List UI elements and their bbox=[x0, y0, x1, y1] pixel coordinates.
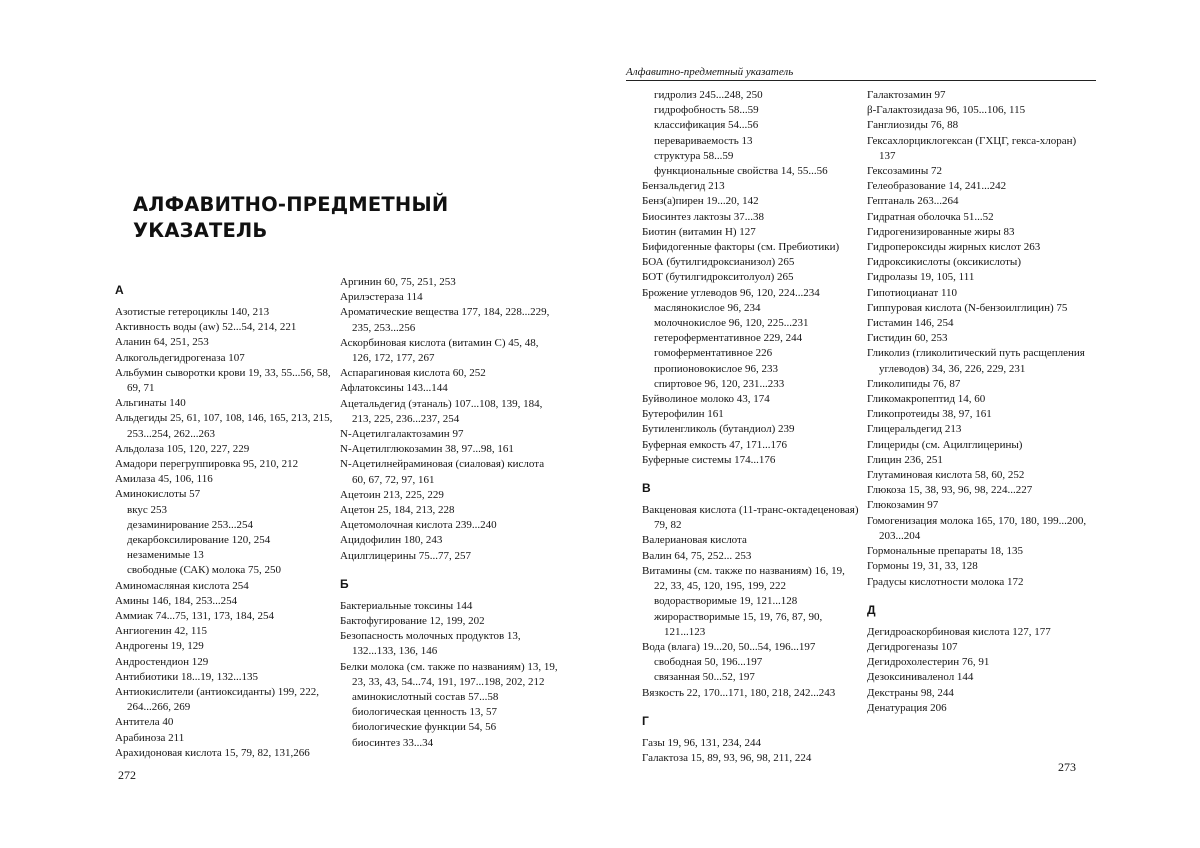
index-entry: Аминомасляная кислота 254 bbox=[115, 579, 249, 592]
index-entry: Галактоза 15, 89, 93, 96, 98, 211, 224 bbox=[642, 751, 812, 764]
index-entry: Арилэстераза 114 bbox=[340, 291, 423, 304]
index-entry: Глюкозамин 97 bbox=[867, 499, 939, 512]
index-entry: Гидропероксиды жирных кислот 263 bbox=[867, 241, 1041, 254]
index-entry: Гидрогенизированные жиры 83 bbox=[867, 225, 1015, 238]
index-subentry: биологическая ценность 13, 57 bbox=[352, 706, 497, 719]
index-subentry: пропионовокислое 96, 233 bbox=[654, 362, 779, 375]
index-subentry: дезаминирование 253...254 bbox=[127, 518, 254, 531]
index-entry: Арабиноза 211 bbox=[115, 731, 185, 744]
index-subentry: гомоферментативное 226 bbox=[654, 347, 773, 360]
index-entry: Бенз(а)пирен 19...20, 142 bbox=[642, 195, 759, 208]
index-entry: Биотин (витамин Н) 127 bbox=[642, 225, 756, 238]
index-entry: Глюкоза 15, 38, 93, 96, 98, 224...227 bbox=[867, 484, 1033, 497]
index-entry: Бутерофилин 161 bbox=[642, 408, 724, 421]
index-entry: Буферные системы 174...176 bbox=[642, 453, 776, 466]
index-column-right-2 bbox=[867, 88, 1092, 716]
index-subentry: связанная 50...52, 197 bbox=[654, 671, 755, 684]
index-subentry: маслянокислое 96, 234 bbox=[654, 301, 761, 314]
index-entry: Бензальдегид 213 bbox=[642, 180, 725, 193]
running-head: Алфавитно-предметный указатель bbox=[626, 66, 1096, 81]
index-subentry: молочнокислое 96, 120, 225...231 bbox=[654, 317, 809, 330]
index-entry: Дегидроаскорбиновая кислота 127, 177 bbox=[867, 625, 1051, 638]
index-entry: Гормональные препараты 18, 135 bbox=[867, 545, 1024, 558]
index-entry: Ацетоин 213, 225, 229 bbox=[340, 488, 444, 501]
index-entry: Антиокислители (антиоксиданты) 199, 222, 264...266, 269 bbox=[115, 686, 320, 714]
index-subentry: классификация 54...56 bbox=[654, 119, 759, 132]
index-entry: Бактофугирование 12, 199, 202 bbox=[340, 615, 485, 628]
index-entry: Глицериды (см. Ацилглицерины) bbox=[867, 438, 1023, 451]
index-column-right-1 bbox=[642, 88, 860, 766]
index-subentry: вкус 253 bbox=[127, 503, 168, 516]
index-entry: Дегидрогеназы 107 bbox=[867, 640, 958, 653]
index-entry: Гидратная оболочка 51...52 bbox=[867, 210, 994, 223]
index-entry: Градусы кислотности молока 172 bbox=[867, 575, 1024, 588]
index-entry: Дезоксиниваленол 144 bbox=[867, 671, 974, 684]
index-subentry: свободные (САК) молока 75, 250 bbox=[127, 564, 282, 577]
index-entry: Бутиленгликоль (бутандиол) 239 bbox=[642, 423, 795, 436]
index-entry: Биосинтез лактозы 37...38 bbox=[642, 210, 765, 223]
index-entry: Афлатоксины 143...144 bbox=[340, 382, 448, 395]
index-entry: Альдолаза 105, 120, 227, 229 bbox=[115, 442, 250, 455]
index-entry: Гистамин 146, 254 bbox=[867, 317, 954, 330]
index-column-left-1 bbox=[115, 283, 335, 761]
index-subentry: функциональные свойства 14, 55...56 bbox=[654, 165, 828, 178]
index-entry: Антитела 40 bbox=[115, 716, 174, 729]
index-entry: Активность воды (aw) 52...54, 214, 221 bbox=[115, 321, 297, 334]
index-title bbox=[133, 192, 448, 244]
index-entry: Гексозамины 72 bbox=[867, 165, 942, 178]
section-letter: Б bbox=[340, 576, 349, 591]
section-letter: Д bbox=[867, 602, 876, 617]
index-entry: Аспарагиновая кислота 60, 252 bbox=[340, 367, 486, 380]
section-gap bbox=[340, 564, 560, 573]
index-entry: Гиппуровая кислота (N-бензоилглицин) 75 bbox=[867, 301, 1068, 314]
index-entry: N-Ацетилнейраминовая (сиаловая) кислота 60, 67, 72, 97, 161 bbox=[340, 458, 545, 486]
index-entry: Газы 19, 96, 131, 234, 244 bbox=[642, 736, 761, 749]
section-letter: Г bbox=[642, 713, 649, 728]
index-entry: Белки молока (см. также по названиям) 13, 19, 23, 33, 43, 54...74, 191, 197...198, 202, 212 bbox=[340, 660, 558, 688]
right-page bbox=[600, 0, 1200, 848]
index-subentry: незаменимые 13 bbox=[127, 549, 204, 562]
index-entry: Бактериальные токсины 144 bbox=[340, 599, 473, 612]
index-subentry: водорастворимые 19, 121...128 bbox=[654, 595, 798, 608]
index-entry: Арахидоновая кислота 15, 79, 82, 131,266 bbox=[115, 746, 310, 759]
index-subentry: биосинтез 33...34 bbox=[352, 736, 434, 749]
page-number-right: 273 bbox=[1058, 760, 1076, 774]
index-entry: Альбумин сыворотки крови 19, 33, 55...56, 58, 69, 71 bbox=[115, 366, 331, 395]
index-entry: Глицин 236, 251 bbox=[867, 453, 943, 466]
index-title-line2: УКАЗАТЕЛЬ bbox=[133, 219, 268, 242]
index-entry: Буйволиное молоко 43, 174 bbox=[642, 393, 770, 406]
index-entry: N-Ацетилгалактозамин 97 bbox=[340, 428, 464, 441]
index-entry: Вода (влага) 19...20, 50...54, 196...197 bbox=[642, 640, 816, 653]
index-entry: Безопасность молочных продуктов 13, 132...133, 136, 146 bbox=[340, 630, 521, 658]
index-entry: Ацетальдегид (этаналь) 107...108, 139, 184, 213, 225, 236...237, 254 bbox=[340, 397, 543, 425]
index-entry: Буферная емкость 47, 171...176 bbox=[642, 438, 787, 451]
section-letter: А bbox=[115, 283, 124, 297]
index-entry: Гликолипиды 76, 87 bbox=[867, 377, 961, 390]
index-entry: Альгинаты 140 bbox=[115, 397, 186, 410]
index-entry: Антибиотики 18...19, 132...135 bbox=[115, 670, 259, 683]
index-entry: БОТ (бутилгидрокситолуол) 265 bbox=[642, 271, 794, 284]
section-gap bbox=[867, 590, 1092, 599]
index-entry: Аргинин 60, 75, 251, 253 bbox=[340, 276, 456, 288]
index-entry: Амадори перегруппировка 95, 210, 212 bbox=[115, 458, 299, 471]
index-entry: Денатурация 206 bbox=[867, 701, 947, 714]
index-subentry: жирорастворимые 15, 19, 76, 87, 90, 121...123 bbox=[654, 610, 823, 638]
index-entry: Вакценовая кислота (11-транс-октадеценовая) 79, 82 bbox=[642, 504, 859, 532]
index-entry: Гексахлорциклогексан (ГХЦГ, гекса-хлоран) 137 bbox=[867, 134, 1077, 162]
index-title-line1: АЛФАВИТНО-ПРЕДМЕТНЫЙ bbox=[133, 193, 449, 216]
index-entry: Ацетомолочная кислота 239...240 bbox=[340, 519, 497, 532]
section-letter: В bbox=[642, 481, 651, 496]
index-entry: Азотистые гетероциклы 140, 213 bbox=[115, 306, 270, 318]
index-entry: Ацетон 25, 184, 213, 228 bbox=[340, 504, 455, 517]
index-entry: Амилаза 45, 106, 116 bbox=[115, 473, 213, 486]
index-entry: Аскорбиновая кислота (витамин С) 45, 48, 126, 172, 177, 267 bbox=[340, 336, 539, 365]
index-entry: Ацидофилин 180, 243 bbox=[340, 534, 443, 547]
index-subentry: аминокислотный состав 57...58 bbox=[352, 691, 499, 704]
index-entry: Брожение углеводов 96, 120, 224...234 bbox=[642, 286, 820, 299]
index-entry: Глицеральдегид 213 bbox=[867, 423, 962, 436]
index-entry: Андрогены 19, 129 bbox=[115, 640, 204, 653]
index-entry: БОА (бутилгидроксианизол) 265 bbox=[642, 256, 795, 269]
index-entry: Аланин 64, 251, 253 bbox=[115, 336, 209, 349]
index-entry: Алкогольдегидрогеназа 107 bbox=[115, 351, 245, 364]
index-entry: Ацилглицерины 75...77, 257 bbox=[340, 549, 471, 562]
index-entry: Валериановая кислота bbox=[642, 534, 747, 547]
index-subentry: гидрофобность 58...59 bbox=[654, 104, 759, 117]
index-entry: N-Ацетилглюкозамин 38, 97...98, 161 bbox=[340, 443, 514, 456]
index-entry: Витамины (см. также по названиям) 16, 19, 22, 33, 45, 120, 195, 199, 222 bbox=[642, 564, 845, 593]
index-entry: Аминокислоты 57 bbox=[115, 488, 201, 501]
index-entry: Ароматические вещества 177, 184, 228...229, 235, 253...256 bbox=[340, 306, 550, 334]
index-column-left-2 bbox=[340, 275, 560, 751]
index-entry: Гелеобразование 14, 241...242 bbox=[867, 180, 1007, 193]
index-entry: Гликомакропептид 14, 60 bbox=[867, 393, 986, 406]
index-subentry: гетероферментативное 229, 244 bbox=[654, 332, 803, 345]
index-entry: Глутаминовая кислота 58, 60, 252 bbox=[867, 469, 1025, 482]
section-gap bbox=[642, 468, 860, 477]
page-number-left: 272 bbox=[118, 768, 136, 782]
index-subentry: перевариваемость 13 bbox=[654, 134, 753, 147]
index-entry: Гомогенизация молока 165, 170, 180, 199...200, 203...204 bbox=[867, 514, 1087, 542]
index-entry: Галактозамин 97 bbox=[867, 89, 946, 101]
index-subentry: декарбоксилирование 120, 254 bbox=[127, 534, 271, 547]
index-subentry: спиртовое 96, 120, 231...233 bbox=[654, 377, 785, 390]
section-gap bbox=[642, 701, 860, 710]
index-entry: β-Галактозидаза 96, 105...106, 115 bbox=[867, 104, 1026, 117]
index-entry: Гликолиз (гликолитический путь расщепления углеводов) 34, 36, 226, 229, 231 bbox=[867, 347, 1085, 375]
index-entry: Дегидрохолестерин 76, 91 bbox=[867, 656, 990, 669]
index-entry: Вязкость 22, 170...171, 180, 218, 242...243 bbox=[642, 686, 836, 699]
index-entry: Андростендион 129 bbox=[115, 655, 209, 668]
index-entry: Бифидогенные факторы (см. Пребиотики) bbox=[642, 241, 840, 254]
index-entry: Гормоны 19, 31, 33, 128 bbox=[867, 560, 978, 573]
index-entry: Ганглиозиды 76, 88 bbox=[867, 119, 959, 132]
index-entry: Декстраны 98, 244 bbox=[867, 686, 954, 699]
index-entry: Ангиогенин 42, 115 bbox=[115, 625, 207, 638]
index-entry: Гликопротеиды 38, 97, 161 bbox=[867, 408, 992, 421]
index-subentry: гидролиз 245...248, 250 bbox=[654, 89, 763, 101]
index-entry: Аммиак 74...75, 131, 173, 184, 254 bbox=[115, 610, 274, 623]
index-subentry: свободная 50, 196...197 bbox=[654, 656, 763, 669]
index-entry: Гептаналь 263...264 bbox=[867, 195, 959, 208]
index-entry: Валин 64, 75, 252... 253 bbox=[642, 549, 752, 562]
index-subentry: структура 58...59 bbox=[654, 149, 734, 162]
index-subentry: биологические функции 54, 56 bbox=[352, 721, 497, 734]
index-entry: Альдегиды 25, 61, 107, 108, 146, 165, 213, 215, 253...254, 262...263 bbox=[115, 412, 333, 440]
index-entry: Амины 146, 184, 253...254 bbox=[115, 594, 238, 607]
index-entry: Гидроксикислоты (оксикислоты) bbox=[867, 256, 1021, 269]
index-entry: Гидролазы 19, 105, 111 bbox=[867, 271, 975, 284]
index-entry: Гистидин 60, 253 bbox=[867, 332, 948, 345]
index-entry: Гипотиоцианат 110 bbox=[867, 286, 958, 299]
